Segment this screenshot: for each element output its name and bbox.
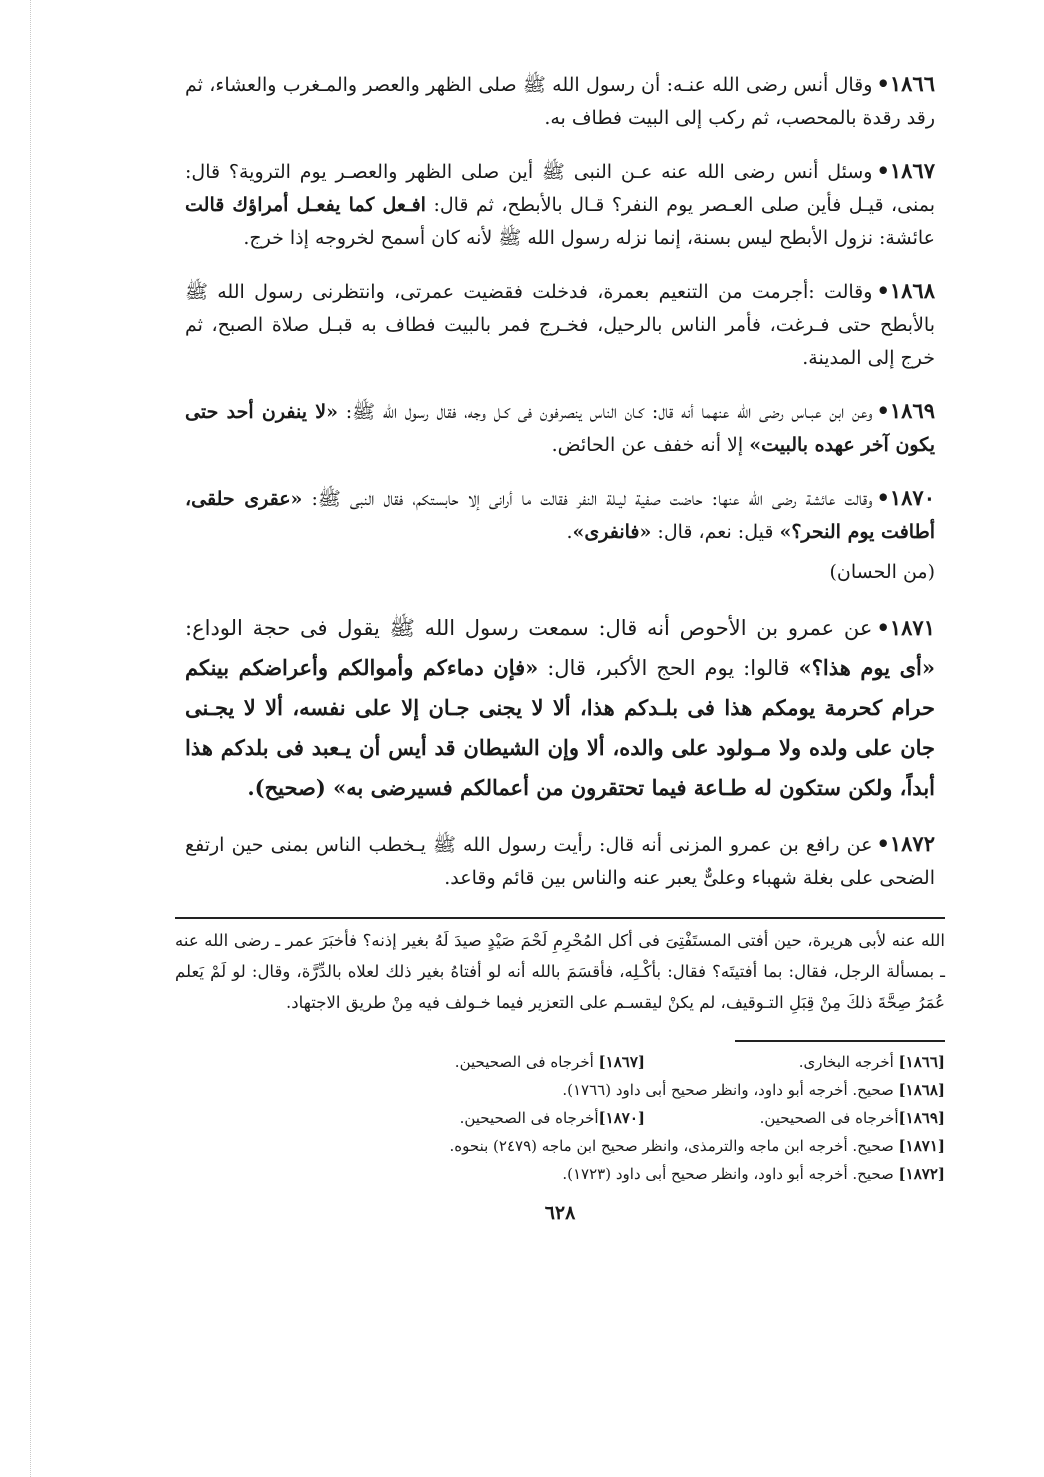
hadith-text: وعن ابن عبـاس رضى الله عنهما أنه قال: كـان الناس ينصرفون فى كـل وجه، فقال رسول الله ﷺ: — [338, 401, 873, 423]
reference-number: [١٨٦٧] — [598, 1053, 645, 1071]
hadith-number: ١٨٧٢• — [876, 831, 935, 856]
hadith-grade: (من الحسان) — [829, 561, 935, 583]
hadith-paragraph — [185, 67, 935, 135]
hadith-paragraph — [185, 827, 935, 895]
hadith-list — [185, 67, 935, 895]
reference-entry — [562, 1160, 945, 1188]
hadith-text: عائشة: نزول الأبطح ليس بسنة، إنما نزله رسول الله ﷺ لأنه كان أسمح لخروجه إذا خرج. — [243, 227, 935, 249]
hadith-quote: «عقرى حلقى، أطافت يوم النحر؟» — [185, 488, 935, 543]
reference-entry — [345, 1048, 645, 1076]
page-number: ٦٢٨ — [544, 1202, 576, 1224]
hadith-text: وقال أنس رضى الله عنـه: أن رسول الله ﷺ صلى الظهر والعصر والمـغرب والعشاء، ثم رقد رقدة بالمحصب، ثم ركب إلى البيت فطاف به. — [185, 74, 935, 129]
hadith-number: ١٨٧١• — [876, 615, 935, 640]
hadith-quote: «فإن دماءكم وأموالكم وأعراضكم بينكم حرام كحرمة يومكم هذا فى بلـدكم هذا، ألا لا يجنى جـان إلا على نفسه، ألا لا يجـنى جان على ولده ولا مـولود على والده، ألا وإن الشيطان قد أيس أن يـعبد فى بلدكم هذا أبداً، ولكن ستكون له طـاعة فيما تحتقرون من أعمالكم فسيرضى به» — [185, 655, 935, 800]
hadith-paragraph — [185, 394, 935, 462]
reference-text: أخرجاه فى الصحيحين. — [454, 1053, 599, 1071]
reference-number: [١٨٦٩] — [898, 1109, 945, 1127]
reference-number: [١٨٧١] — [898, 1137, 945, 1155]
hadith-number: ١٨٦٨• — [876, 278, 935, 303]
hadith-text: قالوا: يوم الحج الأكبر، قال: — [538, 656, 799, 680]
footnote-divider — [175, 917, 945, 919]
reference-text: صحيح. أخرجه أبو داود، وانظر صحيح أبى داود (١٧٦٦). — [562, 1081, 899, 1099]
hadith-number: ١٨٦٩• — [876, 398, 935, 423]
hadith-text: عن عمرو بن الأحوص أنه قال: سمعت رسول الله ﷺ يقول فى حجة الوداع: — [185, 616, 873, 640]
reference-number: [١٨٦٨] — [898, 1081, 945, 1099]
hadith-paragraph — [185, 154, 935, 255]
margin-line — [30, 0, 32, 1477]
reference-entry — [645, 1048, 945, 1076]
page-content — [175, 48, 945, 1224]
reference-entry — [645, 1104, 945, 1132]
footnote-text: الله عنه لأبى هريرة، حين أفتى المستَفْتِىَ فى أكل المُحْرِمِ لَحْمَ صَيْدٍ صيدَ لَهُ بغير إذنه؟ فأخبَرَ عمر ـ رضى الله عنه ـ بمسألة الرجل، فقال: بما أفتيتَه؟ فقال: بأكْـلِه، فأقسَمَ بالله أنه لو أفتاهُ بغير ذلك لعلاه بالدِّرَّة، وقال: لو لَمْ يَعلم عُمَرُ صِحَّةَ ذلكَ مِنْ قِبَلِ التـوقيف، لم يكنْ ليقسـم على التعزير فيما خـولف فيه مِنْ طريق الاجتهاد. — [175, 931, 945, 1012]
reference-entry — [450, 1132, 945, 1160]
hadith-paragraph — [185, 608, 935, 808]
hadith-quote: افـعل كما يفعـل أمراؤك قالت — [185, 194, 426, 216]
references-list — [175, 1048, 945, 1188]
hadith-text: قيل: نعم، قال: — [651, 521, 780, 543]
reference-number: [١٨٦٦] — [898, 1053, 945, 1071]
hadith-number: ١٨٧٠• — [876, 485, 935, 510]
reference-row — [175, 1048, 945, 1076]
hadith-text: . — [566, 521, 573, 543]
reference-row — [175, 1104, 945, 1132]
reference-text: أخرجه البخارى. — [798, 1053, 899, 1071]
references-divider — [735, 1040, 945, 1042]
hadith-text: عن رافع بن عمرو المزنى أنه قال: رأيت رسول الله ﷺ يـخطب الناس بمنى حين ارتفع الضحى على بغلة شهباء وعلىٌّ يعبر عنه والناس بين قائم وقاعد. — [185, 834, 935, 889]
reference-text: صحيح. أخرجه أبو داود، وانظر صحيح أبى داود (١٧٢٣). — [562, 1165, 899, 1183]
reference-text: أخرجاه فى الصحيحين. — [459, 1109, 599, 1127]
hadith-quote: «فانفرى» — [572, 521, 652, 543]
hadith-paragraph — [185, 274, 935, 375]
hadith-text: إلا أنه خفف عن الحائض. — [551, 434, 750, 456]
hadith-paragraph — [185, 481, 935, 549]
hadith-quote: (صحيح). — [247, 775, 334, 800]
hadith-quote: «أى يوم هذا؟» — [798, 655, 935, 680]
reference-number: [١٨٧٢] — [898, 1165, 945, 1183]
hadith-number: ١٨٦٧• — [876, 158, 935, 183]
hadith-quote: «لا ينفرن أحد حتى يكون آخر عهده بالبيت» — [185, 401, 935, 456]
reference-text: صحيح. أخرجه ابن ماجه والترمذى، وانظر صحيح ابن ماجه (٢٤٧٩) بنحوه. — [449, 1137, 899, 1155]
reference-entry — [345, 1104, 645, 1132]
hadith-number: ١٨٦٦• — [876, 71, 935, 96]
reference-entry — [562, 1076, 945, 1104]
reference-text: أخرجاه فى الصحيحين. — [759, 1109, 899, 1127]
reference-row — [175, 1132, 945, 1160]
hadith-text: وقالت :أجرمت من التنعيم بعمرة، فدخلت فقضيت عمرتى، وانتظرنى رسول الله ﷺ بالأبطح حتى فـرغت، فأمر الناس بالرحيل، فخـرج فمر بالبيت فطاف به قبـل صلاة الصبح، ثم خرج إلى المدينة. — [185, 281, 935, 369]
hadith-text: وقالت عائشة رضى الله عنها: حاضت صفية ليـلة النفر فقالت ما أرانى إلا حابستكم، فقال النبى ﷺ: — [302, 488, 873, 510]
reference-row — [175, 1076, 945, 1104]
reference-number: [١٨٧٠] — [598, 1109, 645, 1127]
reference-row — [175, 1160, 945, 1188]
hadith-text: وسئل أنس رضى الله عنه عـن النبى ﷺ أين صلى الظهر والعصـر يوم التروية؟ قال: بمنى، قيـل فأين صلى العـصر يوم النفر؟ قـال بالأبطح، ثم قال: — [185, 161, 936, 216]
